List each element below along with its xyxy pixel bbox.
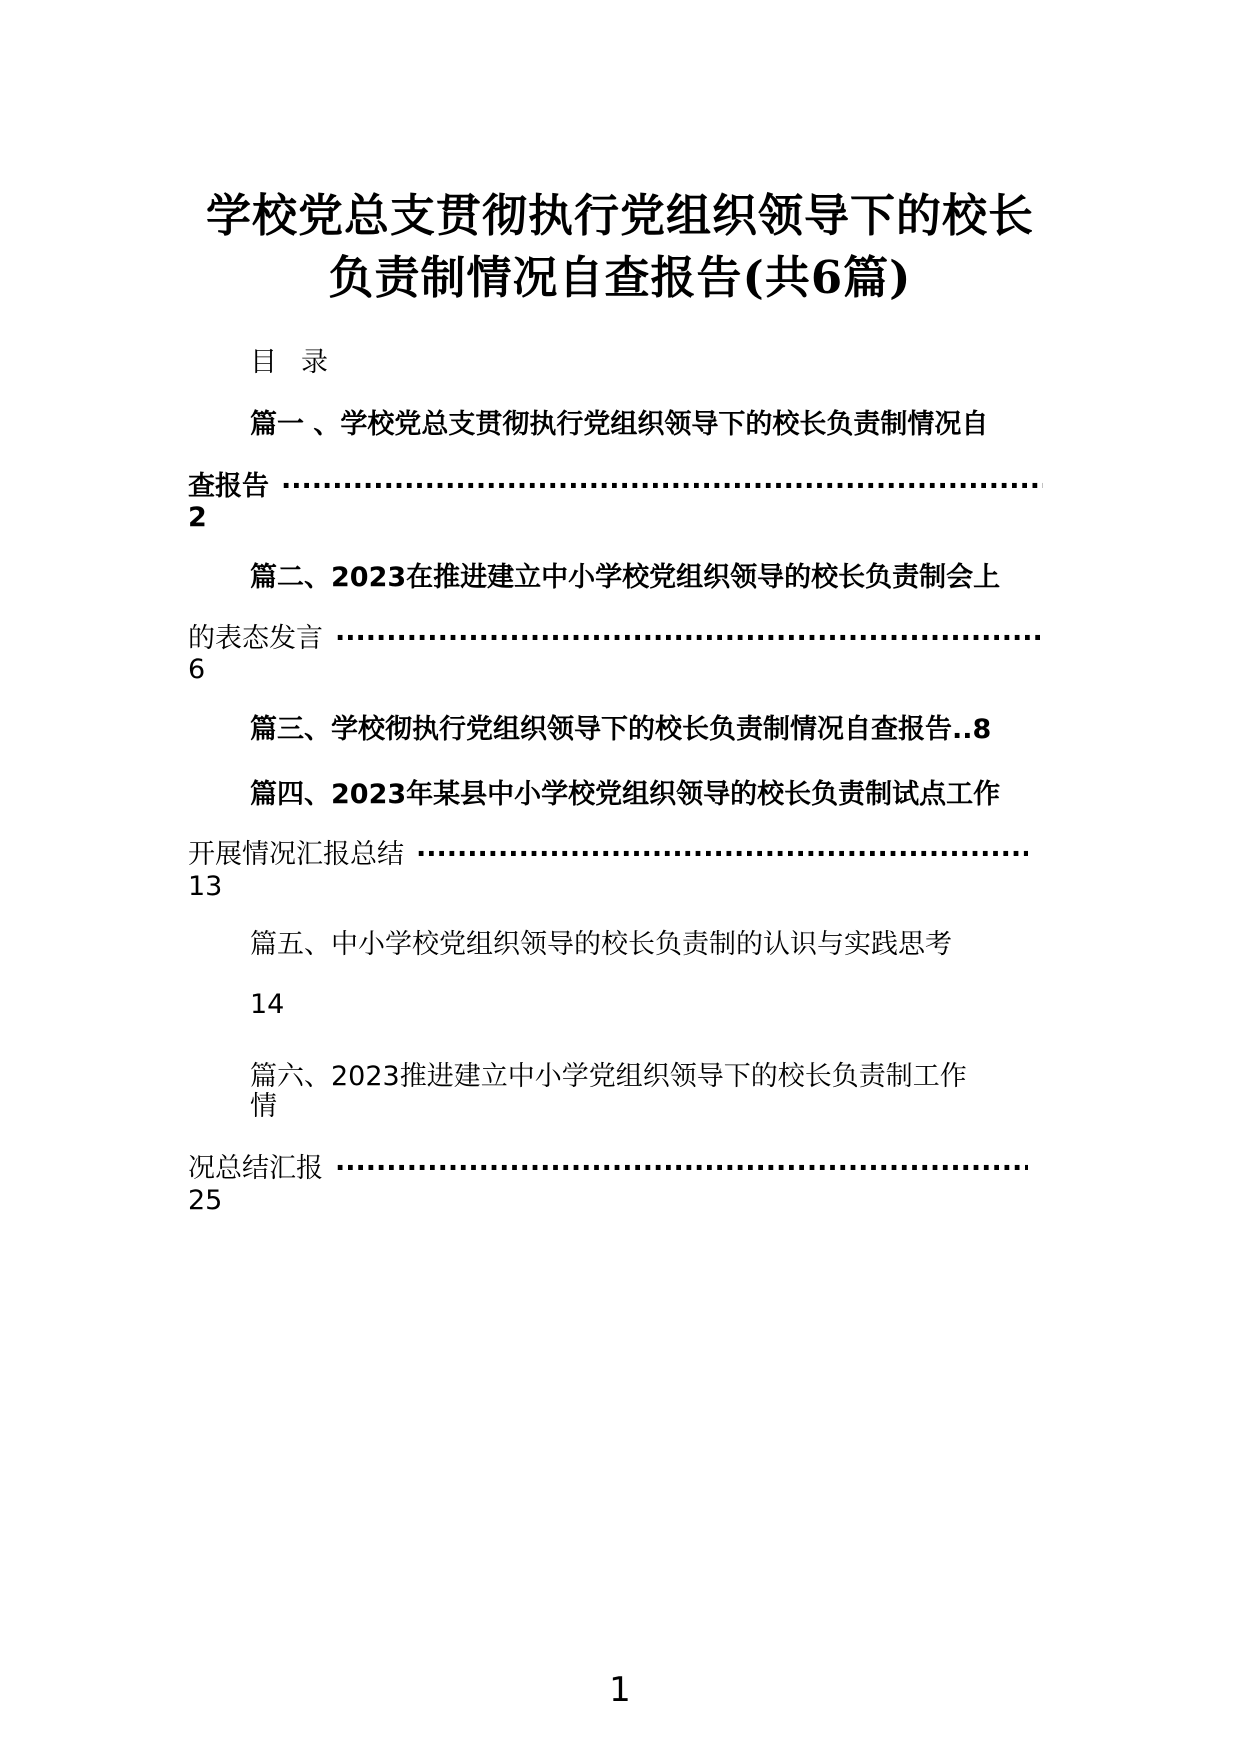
toc-entry-4-line2[interactable]: [188, 838, 1028, 872]
toc-entry-2-page: 6: [188, 654, 206, 685]
toc-leader-dots: [335, 622, 1043, 656]
toc-heading: 目录: [250, 347, 352, 378]
toc-entry-1-text: 查报告: [188, 471, 269, 502]
document-title-line2: 负责制情况自查报告(共6篇): [328, 251, 912, 304]
toc-entry-6-line1b: 情: [250, 1091, 277, 1122]
toc-entry-3-line1[interactable]: 篇三、学校彻执行党组织领导下的校长负责制情况自查报告..8: [250, 714, 992, 745]
toc-entry-4-page: 13: [188, 871, 223, 902]
toc-entry-5-line1[interactable]: 篇五、中小学校党组织领导的校长负责制的认识与实践思考: [250, 929, 952, 960]
page-number: 1: [609, 1670, 631, 1710]
toc-entry-1-line2[interactable]: [188, 470, 1043, 504]
toc-entry-4-text: 开展情况汇报总结: [188, 839, 404, 870]
toc-entry-2-text: 的表态发言: [188, 623, 323, 654]
toc-entry-6-text: 况总结汇报: [188, 1153, 323, 1184]
toc-entry-2-line2[interactable]: [188, 622, 1043, 656]
toc-leader-dots: [281, 470, 1043, 504]
toc-entry-1-page: 2: [188, 502, 207, 533]
toc-entry-6-line2[interactable]: [188, 1152, 1028, 1186]
toc-entry-5-page: 14: [250, 989, 285, 1020]
toc-leader-dots: [416, 838, 1028, 872]
document-title-line1: 学校党总支贯彻执行党组织领导下的校长: [205, 189, 1034, 242]
toc-entry-1-line1[interactable]: 篇一 、学校党总支贯彻执行党组织领导下的校长负责制情况自: [250, 409, 989, 440]
toc-entry-6-page: 25: [188, 1185, 223, 1216]
toc-entry-4-line1[interactable]: 篇四、2023年某县中小学校党组织领导的校长负责制试点工作: [250, 779, 1001, 810]
toc-leader-dots: [335, 1152, 1028, 1186]
toc-entry-2-line1[interactable]: 篇二、2023在推进建立中小学校党组织领导的校长负责制会上: [250, 562, 1001, 593]
toc-entry-6-line1[interactable]: 篇六、2023推进建立中小学党组织领导下的校长负责制工作: [250, 1061, 967, 1092]
